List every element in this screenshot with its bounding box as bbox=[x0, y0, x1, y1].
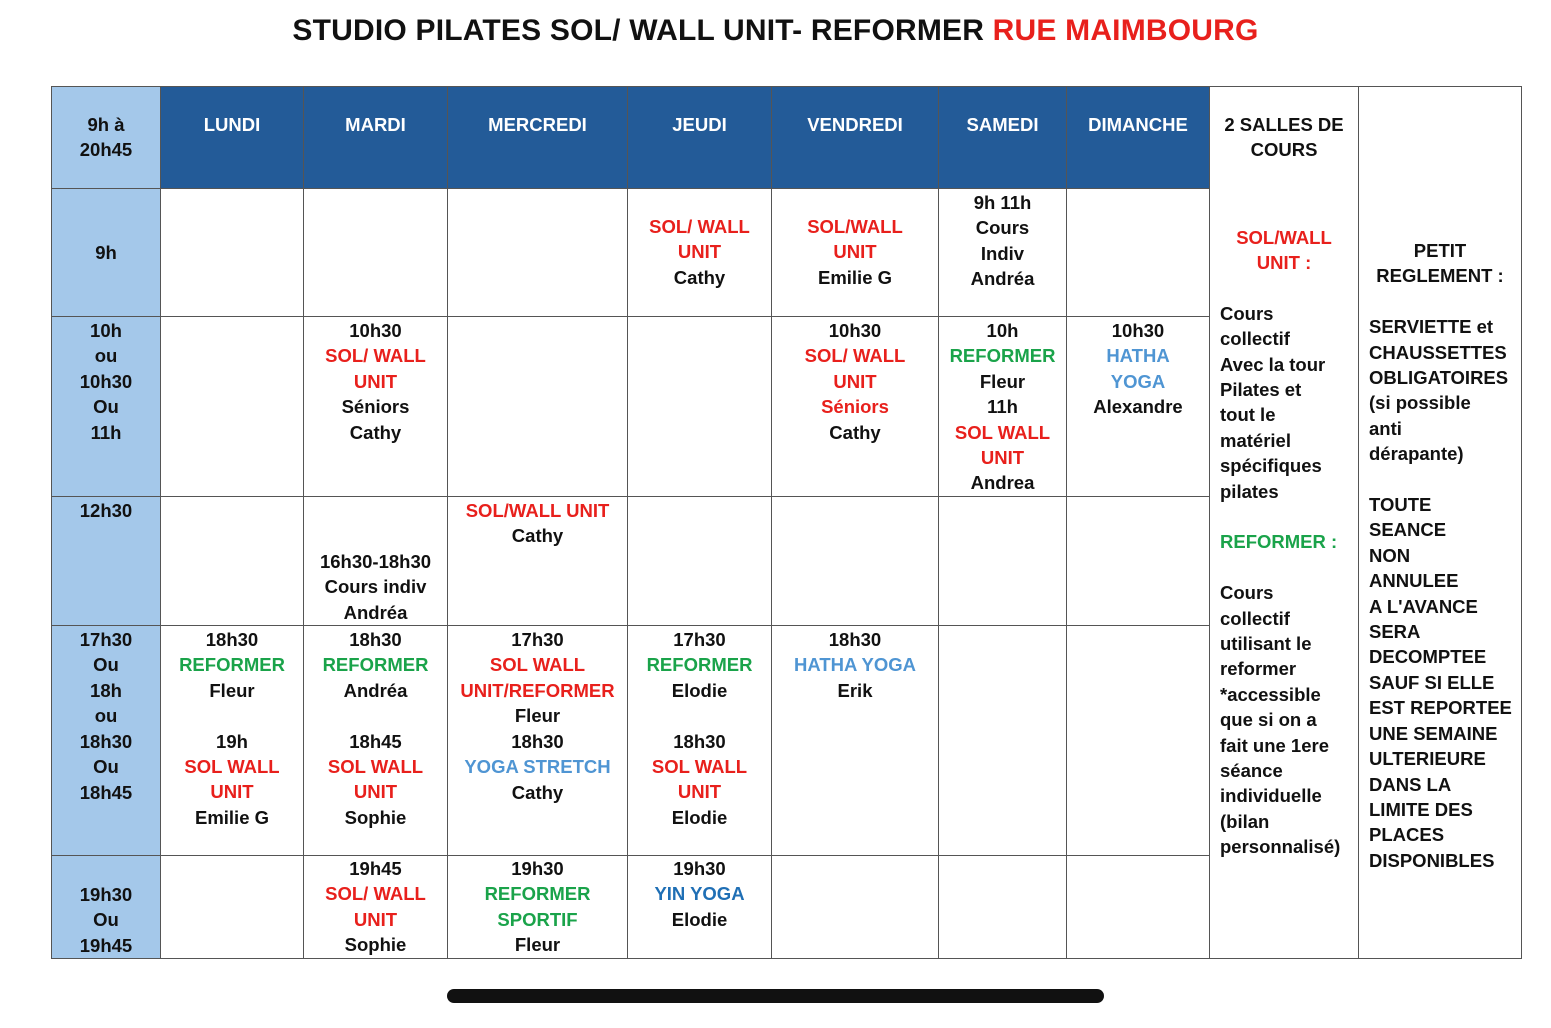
slot-empty bbox=[448, 317, 628, 497]
slot-mercredi-17h30: 17h30 SOL WALL UNIT/REFORMER Fleur 18h30 YOGA STRETCH Cathy bbox=[448, 626, 628, 856]
slot-mardi-19h30: 19h45 SOL/ WALL UNIT Sophie bbox=[304, 856, 448, 959]
day-mercredi: MERCREDI bbox=[448, 87, 628, 189]
day-vendredi: VENDREDI bbox=[772, 87, 939, 189]
time-19h30: 19h30 Ou 19h45 bbox=[52, 856, 161, 959]
slot-empty bbox=[628, 496, 772, 625]
page-title bbox=[0, 14, 1551, 48]
slot-dimanche-10h: 10h30 HATHA YOGA Alexandre bbox=[1067, 317, 1210, 497]
slot-mardi-12h30: 16h30-18h30 Cours indiv Andréa bbox=[304, 496, 448, 625]
slot-mardi-10h: 10h30 SOL/ WALL UNIT Séniors Cathy bbox=[304, 317, 448, 497]
slot-empty bbox=[1067, 856, 1210, 959]
slot-vendredi-9h: SOL/WALL UNIT Emilie G bbox=[772, 189, 939, 317]
title-highlight: RUE MAIMBOURG bbox=[992, 14, 1259, 47]
schedule-table bbox=[51, 86, 1522, 959]
slot-vendredi-10h: 10h30 SOL/ WALL UNIT Séniors Cathy bbox=[772, 317, 939, 497]
slot-samedi-9h: 9h 11h Cours Indiv Andréa bbox=[939, 189, 1067, 317]
slot-empty bbox=[939, 626, 1067, 856]
slot-empty bbox=[161, 496, 304, 625]
slot-jeudi-9h: SOL/ WALL UNIT Cathy bbox=[628, 189, 772, 317]
day-mardi: MARDI bbox=[304, 87, 448, 189]
slot-vendredi-17h30: 18h30 HATHA YOGA Erik bbox=[772, 626, 939, 856]
rules-panel: PETIT REGLEMENT : SERVIETTE et CHAUSSETTES OBLIGATOIRES (si possible anti dérapante) TOUTE SEANCE NON ANNULEE A L'AVANCE SERA DECOMPTEE SAUF SI ELLE EST REPORTEE UNE SEMAINE ULTERIEURE DANS LA LIMITE DES PLACES DISPONIBLES bbox=[1359, 87, 1522, 959]
day-jeudi: JEUDI bbox=[628, 87, 772, 189]
slot-mercredi-12h30: SOL/WALL UNIT Cathy bbox=[448, 496, 628, 625]
home-indicator[interactable] bbox=[447, 989, 1104, 1003]
row-9h bbox=[52, 189, 1522, 317]
slot-lundi-17h30: 18h30 REFORMER Fleur 19h SOL WALL UNIT Emilie G bbox=[161, 626, 304, 856]
slot-empty bbox=[628, 317, 772, 497]
slot-empty bbox=[772, 496, 939, 625]
slot-empty bbox=[304, 189, 448, 317]
time-10h: 10h ou 10h30 Ou 11h bbox=[52, 317, 161, 497]
slot-empty bbox=[1067, 626, 1210, 856]
rooms-header: 2 SALLES DE COURS bbox=[1210, 87, 1359, 189]
time-12h30: 12h30 bbox=[52, 496, 161, 625]
slot-mercredi-19h30: 19h30 REFORMER SPORTIF Fleur bbox=[448, 856, 628, 959]
slot-mardi-17h30: 18h30 REFORMER Andréa 18h45 SOL WALL UNIT Sophie bbox=[304, 626, 448, 856]
slot-jeudi-17h30: 17h30 REFORMER Elodie 18h30 SOL WALL UNIT Elodie bbox=[628, 626, 772, 856]
title-main: STUDIO PILATES SOL/ WALL UNIT- REFORMER bbox=[292, 14, 993, 47]
slot-jeudi-19h30: 19h30 YIN YOGA Elodie bbox=[628, 856, 772, 959]
time-9h: 9h bbox=[52, 189, 161, 317]
day-lundi: LUNDI bbox=[161, 87, 304, 189]
slot-samedi-10h: 10h REFORMER Fleur 11h SOL WALL UNIT Andrea bbox=[939, 317, 1067, 497]
header-row bbox=[52, 87, 1522, 189]
slot-empty bbox=[161, 189, 304, 317]
slot-empty bbox=[772, 856, 939, 959]
slot-empty bbox=[448, 189, 628, 317]
slot-empty bbox=[939, 856, 1067, 959]
slot-empty bbox=[161, 856, 304, 959]
slot-empty bbox=[1067, 189, 1210, 317]
day-samedi: SAMEDI bbox=[939, 87, 1067, 189]
hours-header: 9h à 20h45 bbox=[52, 87, 161, 189]
slot-empty bbox=[1067, 496, 1210, 625]
day-dimanche: DIMANCHE bbox=[1067, 87, 1210, 189]
slot-empty bbox=[939, 496, 1067, 625]
slot-empty bbox=[161, 317, 304, 497]
time-17h30: 17h30 Ou 18h ou 18h30 Ou 18h45 bbox=[52, 626, 161, 856]
rooms-panel: SOL/WALL UNIT : Cours collectif Avec la tour Pilates et tout le matériel spécifiques pilates REFORMER : Cours collectif utilisant le reformer *accessible que si on a fait une 1ere séance individuelle (bilan personnalisé) bbox=[1210, 189, 1359, 959]
